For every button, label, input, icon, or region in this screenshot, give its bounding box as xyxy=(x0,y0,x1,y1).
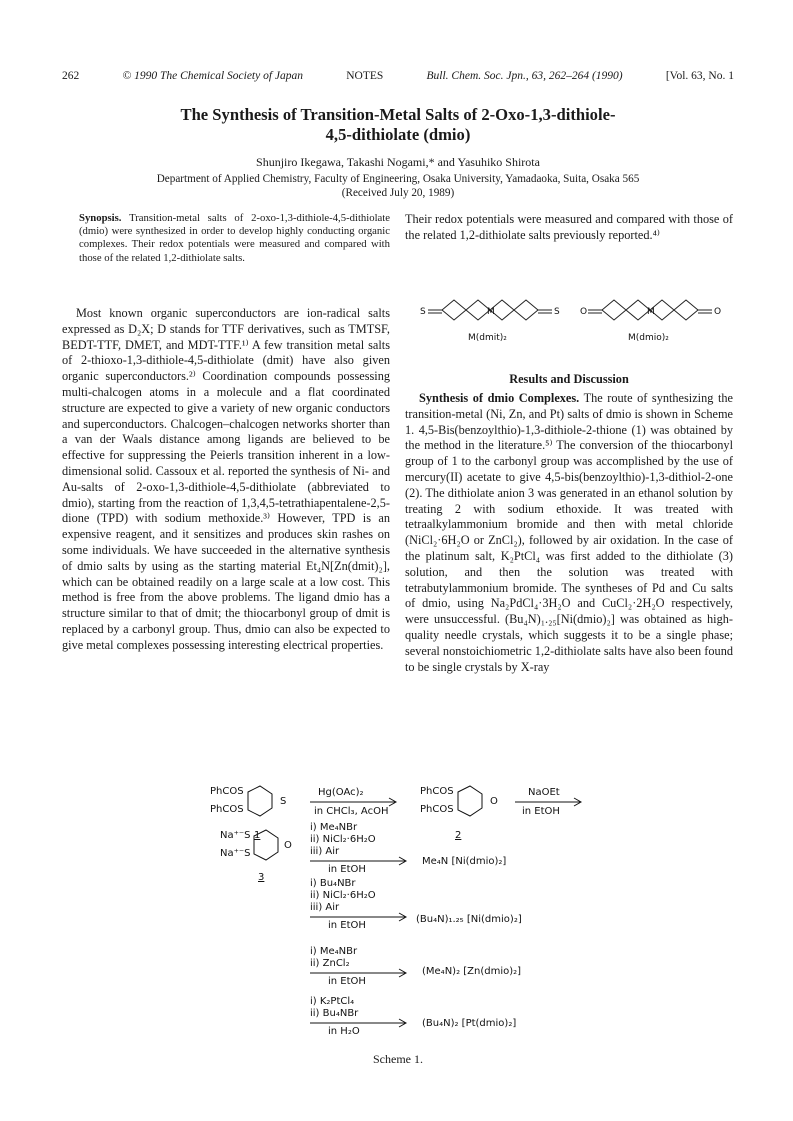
dmit-label: M(dmit)₂ xyxy=(468,333,507,343)
dmit-s-left: S xyxy=(420,307,426,317)
route2-step2: ii) NiCl₂·6H₂O xyxy=(310,890,376,901)
dmit-s-right: S xyxy=(554,307,560,317)
right-column-main xyxy=(405,391,733,675)
c1-top: PhCOS xyxy=(210,786,244,797)
c2-top: PhCOS xyxy=(420,786,454,797)
route1-step3: iii) Air xyxy=(310,846,340,857)
paper-title xyxy=(62,105,734,145)
synopsis xyxy=(79,212,390,265)
reagent1-bottom: in CHCl₃, AcOH xyxy=(314,806,389,817)
left-column xyxy=(62,306,390,654)
label-1: 1 xyxy=(254,830,261,841)
dmio-o-right: O xyxy=(714,307,722,317)
c2-bottom: PhCOS xyxy=(420,804,454,815)
route2-solvent: in EtOH xyxy=(328,920,366,931)
product4: (Bu₄N)₂ [Pt(dmio)₂] xyxy=(422,1018,517,1029)
authors: Shunjiro Ikegawa, Takashi Nogami,* and Yasuhiko Shirota xyxy=(256,155,540,169)
c1-s: S xyxy=(280,796,287,807)
page-number: 262 xyxy=(62,70,80,82)
anion-bottom: Na⁺⁻S xyxy=(220,848,251,859)
synthesis-text: The route of synthesizing the transition-metal (Ni, Zn, and Pt) salts of dmio is shown in Scheme 1. 4,5-Bis(benzoylthio)-1,3-dithiole-2-thione (1) was obtained by the method in the literature.⁵⁾ The conversion of the thiocarbonyl group of 1 to the carbonyl group was accomplished by the use of mercury(II) acetate to give 4,5-bis(benzoylthio)-1,3-dithiol-2-one (2). The dithiolate anion 3 was generated in an ethanol solution by treating 2 with sodium ethoxide. It was treated with tetraalkylammonium bromide and then with metal chloride (NiCl₂·6H₂O or ZnCl₂), followed by air oxidation. In the case of the platinum salt, K₂PtCl₄ was first added to the dithiolate (3) solution, and then the solution was treated with tetrabutylammonium bromide. The syntheses of Pd and Cu salts of dmio, using Na₂PdCl₄·3H₂O and CuCl₂·2H₂O respectively, were unsuccessful. (Bu₄N)₁.₂₅[Ni(dmio)₂] was obtained as high-quality needle crystals, which suggests it to be a single phase; several nonstoichiometric 1,2-dithiolate salts have also been found to be single crystals by X-ray xyxy=(405,391,733,674)
received-date: (Received July 20, 1989) xyxy=(341,187,455,199)
section-heading: Results and Discussion xyxy=(509,372,629,386)
route3-step2: ii) ZnCl₂ xyxy=(310,958,350,969)
dmio-label: M(dmio)₂ xyxy=(628,333,669,343)
synthesis-label: Synthesis of dmio Complexes. xyxy=(419,391,580,405)
c2-o: O xyxy=(490,796,498,807)
route4-solvent: in H₂O xyxy=(328,1026,360,1037)
route4-step1: i) K₂PtCl₄ xyxy=(310,996,355,1007)
route4-step2: ii) Bu₄NBr xyxy=(310,1008,359,1019)
copyright: © 1990 The Chemical Society of Japan xyxy=(122,70,304,82)
route2-step3: iii) Air xyxy=(310,902,340,913)
right-intro-text: Their redox potentials were measured and compared with those of the related 1,2-dithiolate salts previously reported.⁴⁾ xyxy=(405,212,733,242)
section-label: NOTES xyxy=(346,70,384,82)
product2: (Bu₄N)₁.₂₅ [Ni(dmio)₂] xyxy=(416,914,522,925)
dmit-metal: M xyxy=(487,307,495,317)
product1: Me₄N [Ni(dmio)₂] xyxy=(422,856,507,867)
right-column-intro xyxy=(405,212,733,244)
synopsis-label: Synopsis. xyxy=(79,212,122,224)
title-line-1: The Synthesis of Transition-Metal Salts of 2-Oxo-1,3-dithiole- xyxy=(180,105,616,124)
scheme-caption: Scheme 1. xyxy=(373,1052,423,1066)
molecule-structures xyxy=(420,290,720,360)
label-3: 3 xyxy=(258,872,265,883)
reaction-scheme xyxy=(210,782,590,1052)
running-header xyxy=(62,70,734,82)
volume-info: [Vol. 63, No. 1 xyxy=(665,70,734,82)
route3-solvent: in EtOH xyxy=(328,976,366,987)
reagent1-top: Hg(OAc)₂ xyxy=(318,787,364,798)
journal-citation: Bull. Chem. Soc. Jpn., 63, 262–264 (1990) xyxy=(426,70,623,82)
anion-o: O xyxy=(284,840,292,851)
route2-step1: i) Bu₄NBr xyxy=(310,878,356,889)
reagent2-top: NaOEt xyxy=(528,787,560,798)
product3: (Me₄N)₂ [Zn(dmio)₂] xyxy=(422,966,522,977)
dmio-o-left: O xyxy=(580,307,588,317)
reagent2-bottom: in EtOH xyxy=(522,806,560,817)
synopsis-text: Transition-metal salts of 2-oxo-1,3-dithiole-4,5-dithiolate (dmio) were synthesized in order to develop highly conducting organic complexes. Their redox potentials were measured and compared with those of the related 1,2-dithiolate salts. xyxy=(79,212,390,264)
intro-paragraph: Most known organic superconductors are ion-radical salts expressed as D₂X; D stands for TTF derivatives, such as TMTSF, BEDT-TTF, DMET, and MDT-TTF.¹⁾ A few transition metal salts of 2-thioxo-1,3-dithiole-4,5-dithiolate (dmit) have also given organic superconductors.²⁾ Coordination compounds possessing multi-chalcogen atoms in a molecule and a flat coordinated structure are expected to give a variety of new organic conductors and superconductors. Chalcogen–chalcogen networks shorter than a van der Waals distance among ligands are believed to be effective for suppressing the Peierls transition inherent in a low-dimensional solid. Cassoux et al. reported the synthesis of Ni- and Au-salts of 2-oxo-1,3-dithiole-4,5-dithiolate (abbreviated to dmio), starting from the reaction of 1,3,4,5-tetrathiapentalene-2,5-dione (TPD) with sodium methoxide.³⁾ However, TPD is an expensive reagent, and it sensitizes and produces skin rashes on some individuals. We have succeeded in the alternative synthesis of dmio salts by using as the starting material Et₄N[Zn(dmit)₂], which can be obtained readily on a large scale at a low cost. This method is free from the above problems. The ligand dmio has a structure similar to that of dmit; the thiocarbonyl group of dmit is replaced by a carbonyl group. Thus, dmio can also be expected to give metal complexes possessing interesting electrical properties. xyxy=(62,306,390,652)
label-2: 2 xyxy=(455,830,462,841)
dmio-metal: M xyxy=(647,307,655,317)
route3-step1: i) Me₄NBr xyxy=(310,946,358,957)
route1-step2: ii) NiCl₂·6H₂O xyxy=(310,834,376,845)
anion-top: Na⁺⁻S xyxy=(220,830,251,841)
affiliation: Department of Applied Chemistry, Faculty of Engineering, Osaka University, Yamadaoka, Suita, Osaka 565 xyxy=(156,173,640,185)
affiliation-block xyxy=(62,172,734,200)
route1-solvent: in EtOH xyxy=(328,864,366,875)
route1-step1: i) Me₄NBr xyxy=(310,822,358,833)
synthesis-paragraph xyxy=(405,391,733,675)
c1-bottom: PhCOS xyxy=(210,804,244,815)
title-line-2: 4,5-dithiolate (dmio) xyxy=(325,125,471,144)
